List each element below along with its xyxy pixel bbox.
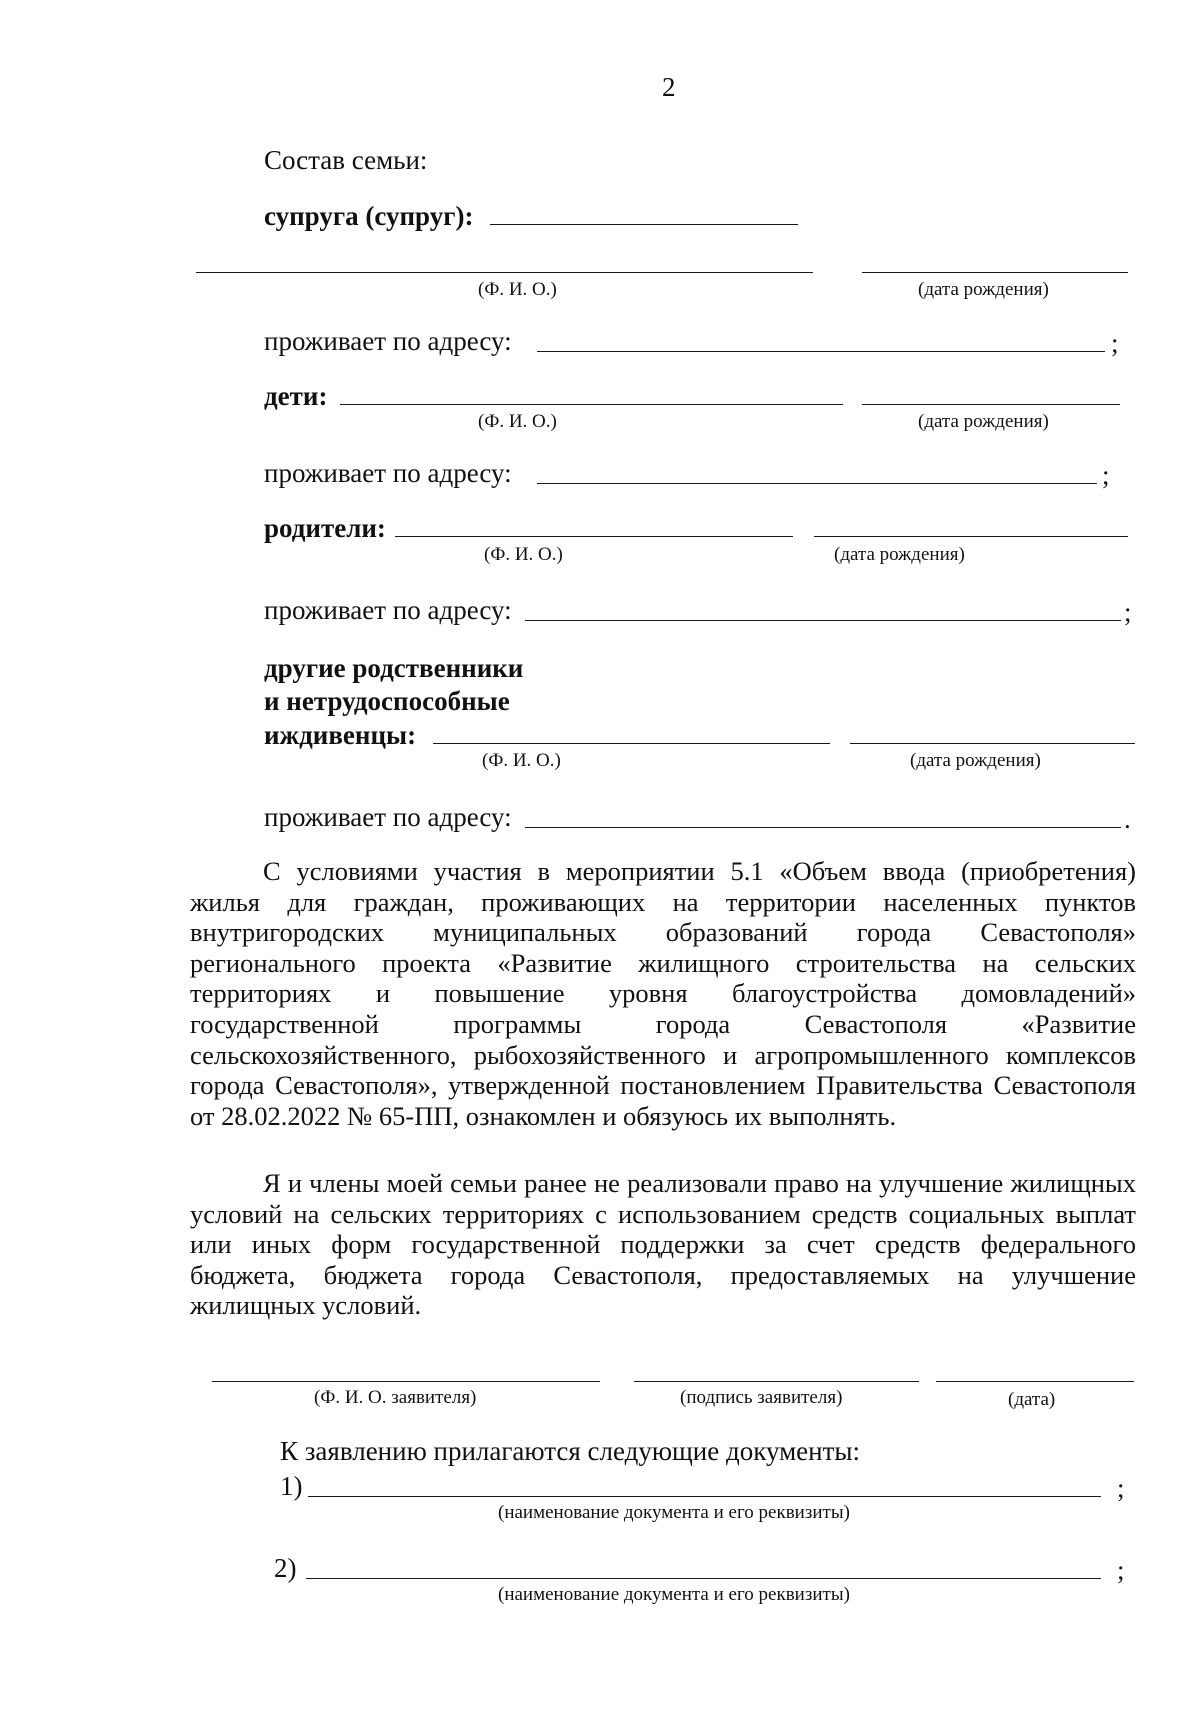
parents-address-label: проживает по адресу: <box>264 595 512 625</box>
spouse-name-line[interactable] <box>490 224 798 225</box>
parents-address-line[interactable] <box>525 620 1121 621</box>
attachment-2-end: ; <box>1117 1555 1125 1585</box>
declaration-paragraph-text: Я и члены моей семьи ранее не реализовали право на улучшение жилищных условий на сельских территориях с использованием средств социальных выплат или иных форм государственной поддержки за счет средств федерального бюджета, бюджета города Севастополя, предоставляемых на улучшение жилищных условий. <box>190 1168 1136 1321</box>
children-address-label: проживает по адресу: <box>264 458 512 488</box>
family-heading: Состав семьи: <box>264 145 428 175</box>
declaration-paragraph <box>190 1168 1136 1321</box>
attachment-1-line[interactable] <box>308 1496 1101 1497</box>
applicant-date-caption: (дата) <box>1008 1389 1056 1410</box>
others-birth-line[interactable] <box>850 743 1135 744</box>
attachment-1-end: ; <box>1117 1473 1125 1503</box>
parents-label: родители: <box>264 513 386 543</box>
others-label-line1: другие родственники <box>264 653 524 683</box>
attachment-2-line[interactable] <box>306 1578 1101 1579</box>
spouse-label: супруга (супруг): <box>264 201 474 231</box>
spouse-fio-line[interactable] <box>196 272 813 273</box>
spouse-address-line[interactable] <box>537 351 1105 352</box>
children-fio-line[interactable] <box>340 404 843 405</box>
spouse-address-label: проживает по адресу: <box>264 326 512 356</box>
others-address-line[interactable] <box>525 827 1121 828</box>
spouse-fio-caption: (Ф. И. О.) <box>478 279 557 300</box>
applicant-fio-line[interactable] <box>212 1381 600 1382</box>
conditions-paragraph <box>190 856 1136 1131</box>
spouse-birth-caption: (дата рождения) <box>918 279 1049 300</box>
children-fio-caption: (Ф. И. О.) <box>478 411 557 432</box>
children-birth-line[interactable] <box>862 404 1120 405</box>
others-address-label: проживает по адресу: <box>264 802 512 832</box>
others-birth-caption: (дата рождения) <box>910 750 1041 771</box>
parents-birth-line[interactable] <box>814 536 1128 537</box>
children-birth-caption: (дата рождения) <box>918 411 1049 432</box>
others-label-line3: иждивенцы: <box>264 720 417 750</box>
attachment-1-caption: (наименование документа и его реквизиты) <box>498 1502 850 1523</box>
children-label: дети: <box>264 381 328 411</box>
parents-address-end: ; <box>1124 597 1132 627</box>
spouse-address-end: ; <box>1111 328 1119 358</box>
others-label-line2: и нетрудоспособные <box>264 686 510 716</box>
attachments-heading: К заявлению прилагаются следующие документы: <box>280 1436 861 1466</box>
applicant-fio-caption: (Ф. И. О. заявителя) <box>314 1387 477 1408</box>
parents-birth-caption: (дата рождения) <box>834 544 965 565</box>
children-address-line[interactable] <box>537 483 1097 484</box>
others-fio-caption: (Ф. И. О.) <box>482 750 561 771</box>
attachment-2-caption: (наименование документа и его реквизиты) <box>498 1584 850 1605</box>
conditions-paragraph-text: С условиями участия в мероприятии 5.1 «Объем ввода (приобретения) жилья для граждан, проживающих на территории населенных пунктов внутригородских муниципальных образований города Севастополя» регионального проекта «Развитие жилищного строительства на сельских территориях и повышение уровня благоустройства домовладений» государственной программы города Севастополя «Развитие сельскохозяйственного, рыбохозяйственного и агропромышленного комплексов города Севастополя», утвержденной постановлением Правительства Севастополя от 28.02.2022 № 65-ПП, ознакомлен и обязуюсь их выполнять. <box>190 856 1136 1131</box>
children-address-end: ; <box>1102 460 1110 490</box>
attachment-1-num: 1) <box>280 1471 303 1501</box>
attachment-2-num: 2) <box>274 1553 297 1583</box>
others-address-end: . <box>1124 804 1131 834</box>
others-fio-line[interactable] <box>433 743 830 744</box>
page-number: 2 <box>662 72 676 102</box>
applicant-sign-line[interactable] <box>634 1381 919 1382</box>
spouse-birth-line[interactable] <box>862 272 1128 273</box>
parents-fio-caption: (Ф. И. О.) <box>484 544 563 565</box>
applicant-sign-caption: (подпись заявителя) <box>680 1387 843 1408</box>
applicant-date-line[interactable] <box>936 1381 1134 1382</box>
parents-fio-line[interactable] <box>395 536 793 537</box>
